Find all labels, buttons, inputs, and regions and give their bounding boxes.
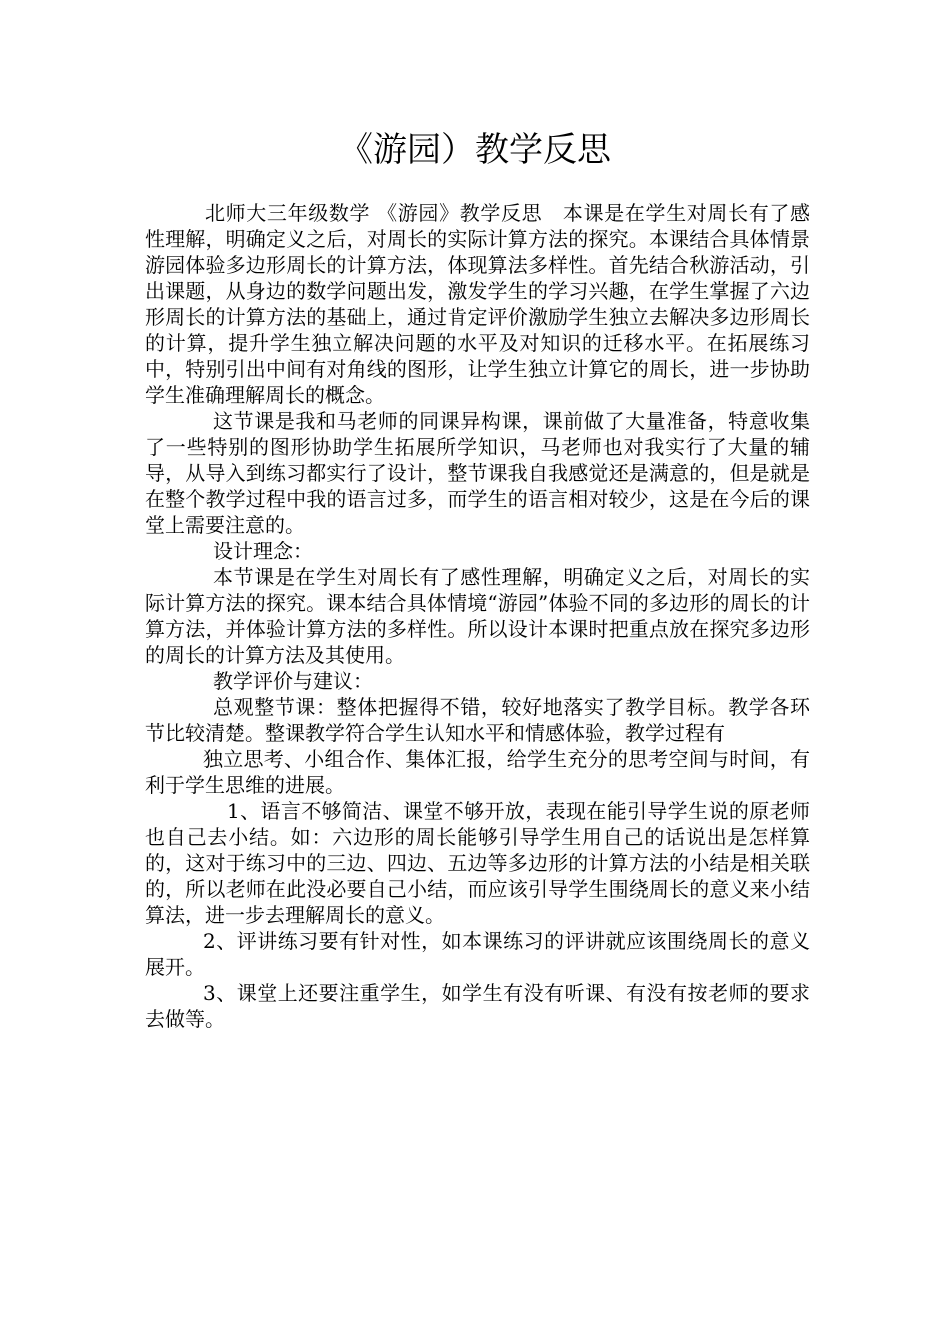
- paragraph-overall-evaluation: 总观整节课：整体把握得不错，较好地落实了教学目标。教学各环节比较清楚。整课教学符合学生认知水平和情感体验，教学过程有: [145, 695, 810, 745]
- suggestion-item-1: 1、语言不够简洁、课堂不够开放，表现在能引导学生说的原老师也自己去小结。如：六边形的周长能够引导学生用自己的话说出是怎样算的，这对于练习中的三边、四边、五边等多边形的计算方法的小结是相关联的，所以老师在此没必要自己小结，而应该引导学生围绕周长的意义来小结算法，进一步去理解周长的意义。: [145, 799, 810, 927]
- paragraph-reflection: 这节课是我和马老师的同课异构课，课前做了大量准备，特意收集了一些特别的图形协助学生拓展所学知识，马老师也对我实行了大量的辅导，从导入到练习都实行了设计，整节课我自我感觉还是满意的，但是就是在整个教学过程中我的语言过多，而学生的语言相对较少，这是在今后的课堂上需要注意的。: [145, 409, 810, 537]
- document-title: 《游园）教学反思: [339, 130, 611, 170]
- suggestion-item-3: 3、课堂上还要注重学生，如学生有没有听课、有没有按老师的要求去做等。: [145, 981, 810, 1031]
- suggestion-item-2: 2、评讲练习要有针对性，如本课练习的评讲就应该围绕周长的意义展开。: [145, 929, 810, 979]
- paragraph-intro: 北师大三年级数学 《游园》教学反思 本课是在学生对周长有了感性理解，明确定义之后，对周长的实际计算方法的探究。本课结合具体情景游园体验多边形周长的计算方法，体现算法多样性。首先结合秋游活动，引出课题，从身边的数学问题出发，激发学生的学习兴趣，在学生掌握了六边形周长的计算方法的基础上，通过肯定评价激励学生独立去解决多边形周长的计算，提升学生独立解决问题的水平及对知识的迁移水平。在拓展练习中，特别引出中间有对角线的图形，让学生独立计算它的周长，进一步协助学生准确理解周长的概念。: [145, 201, 810, 407]
- document-body: [145, 200, 810, 1032]
- heading-design-concept: 设计理念：: [213, 539, 313, 563]
- paragraph-group-work: 独立思考、小组合作、集体汇报，给学生充分的思考空间与时间，有利于学生思维的进展。: [145, 747, 810, 797]
- heading-evaluation: 教学评价与建议：: [213, 669, 373, 693]
- paragraph-design-concept: 本节课是在学生对周长有了感性理解，明确定义之后，对周长的实际计算方法的探究。课本结合具体情境“游园”体验不同的多边形的周长的计算方法，并体验计算方法的多样性。所以设计本课时把重点放在探究多边形的周长的计算方法及其使用。: [145, 565, 810, 667]
